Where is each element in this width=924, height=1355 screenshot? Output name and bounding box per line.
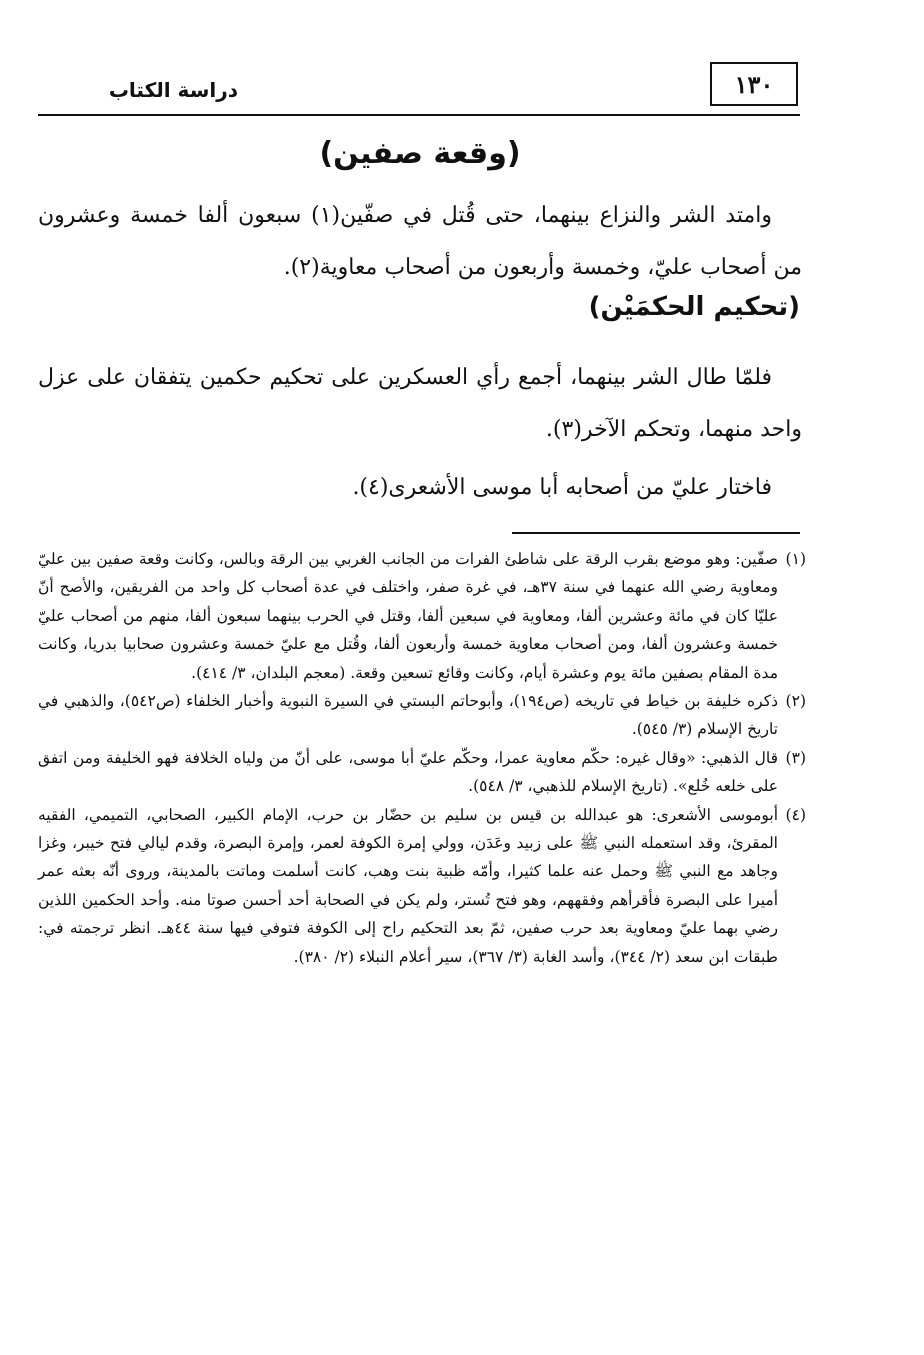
page-number-text: ١٣٠ <box>734 69 774 99</box>
footnote-2 <box>38 687 806 744</box>
paragraph-text: فاختار عليّ من أصحابه أبا موسى الأشعرى(٤). <box>352 475 772 500</box>
footnote-3 <box>38 744 806 801</box>
footnote-1 <box>38 545 806 687</box>
footnote-number: (١) <box>785 550 806 568</box>
footnotes <box>38 545 806 971</box>
footnote-text: قال الذهبي: «وقال غيره: حكّم معاوية عمرا، وحكّم عليّ أبا موسى، على أنّ من ولياه الخلافة فهو الخليفة ومن اتفق على خلعه خُلع». (تاريخ الإسلام للذهبي، ٣/ ٥٤٨). <box>38 748 778 796</box>
footnote-number: (٣) <box>785 748 806 767</box>
page-number <box>710 62 798 106</box>
paragraph-text: وامتد الشر والنزاع بينهما، حتى قُتل في صفّين(١) سبعون ألفا خمسة وعشرون من أصحاب عليّ، وخمسة وأربعون من أصحاب معاوية(٢). <box>38 203 802 280</box>
body-paragraph-3 <box>38 462 802 514</box>
footnote-divider <box>512 532 800 534</box>
footnote-text: صفّين: وهو موضع بقرب الرقة على شاطئ الفرات من الجانب الغربي بين الرقة وبالس، وكانت وقعة صفين بين عليّ ومعاوية رضي الله عنهما في سنة ٣٧هـ، في غرة صفر، واختلف في عدة أصحاب كل واحد من الفريقين، والأصح أنّ عليّا كان في مائة وعشرين ألفا، ومعاوية في سبعين ألفا، وقتل في الحرب بينهما سبعون ألفا، منهم من أصحاب عليّ خمسة وعشرون ألفا، ومن أصحاب معاوية خمسة وأربعون ألفا، وقُتل مع عليّ خمسة وعشرون صحابيا بدريا، وكانت مدة المقام بصفين مائة يوم وعشرة أيام، وكانت وقائع تسعين وقعة. (معجم البلدان، ٣/ ٤١٤). <box>38 550 778 682</box>
footnote-4 <box>38 801 806 971</box>
footnote-number: (٤) <box>785 805 806 824</box>
footnote-text: ذكره خليفة بن خياط في تاريخه (ص١٩٤)، وأبوحاتم البستي في السيرة النبوية وأخبار الخلفاء (ص٥٤٢)، والذهبي في تاريخ الإسلام (٣/ ٥٤٥). <box>38 692 778 739</box>
running-title: دراسة الكتاب <box>108 78 238 102</box>
paragraph-text: فلمّا طال الشر بينهما، أجمع رأي العسكرين على تحكيم حكمين يتفقان على عزل واحد منهما، وتحكم الآخر(٣). <box>38 365 802 442</box>
body-paragraph-1 <box>38 190 802 294</box>
footnote-number: (٢) <box>785 692 806 711</box>
footnote-text: أبوموسى الأشعرى: هو عبدالله بن قيس بن سليم بن حضّار بن حرب، الإمام الكبير، الصحابي، التميمي، الفقيه المقرئ، وقد استعمله النبي ﷺ على زبيد وعَدَن، وولي إمرة الكوفة لعمر، وإمرة البصرة، وقدم ليالي فتح خيبر، وغزا وجاهد مع النبي ﷺ وحمل عنه علما كثيرا، وأمّه ظبية بنت وهب، كانت أسلمت وماتت بالمدينة، وروى أنّه بعثه عمر أميرا على البصرة فأقرأهم وفقههم، وهو فتح تُستر، ولم يكن في الصحابة أحد أحسن صوتا منه. وأحد الحكمين اللذين رضي بهما عليّ ومعاوية بعد حرب صفين، ثمّ بعد التحكيم راح إلى الكوفة فتوفي فيها سنة ٤٤هـ. انظر ترجمته في: طبقات ابن سعد (٢/ ٣٤٤)، وأسد الغابة (٣/ ٣٦٧)، سير أعلام النبلاء (٢/ ٣٨٠). <box>38 805 778 966</box>
section-title-siffin: (وقعة صفين) <box>319 136 521 171</box>
section-title-tahkim: (تحكيم الحكمَيْن) <box>588 292 800 322</box>
body-paragraph-2 <box>38 352 802 456</box>
header-divider <box>38 114 800 116</box>
